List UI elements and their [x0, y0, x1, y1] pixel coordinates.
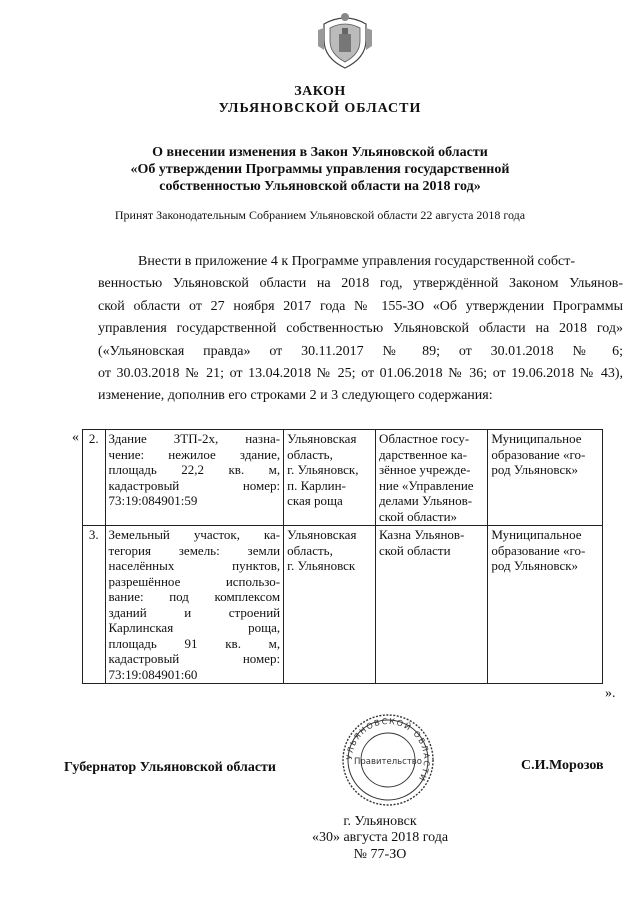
subject-line: «Об утверждении Программы управления государственной	[130, 162, 510, 177]
cell-line: Ульяновская	[287, 527, 357, 542]
adoption-note: Принят Законодательным Собранием Ульяновской области 22 августа 2018 года	[114, 208, 526, 222]
table-cell-c1	[105, 526, 284, 684]
cell-line: Областное госу-	[378, 431, 470, 446]
paragraph-line: Внести в приложение 4 к Программе управления государственной собст-	[138, 254, 576, 269]
cell-line: ской области	[378, 542, 451, 558]
cell-line: Карлинская роща,	[108, 620, 281, 635]
table-cell-c3	[375, 526, 487, 684]
cell-line: образование «го-	[491, 446, 586, 462]
table-cell-c4	[488, 526, 603, 684]
law-number: № 77-ЗО	[353, 847, 407, 862]
closing-quote: ».	[605, 686, 616, 701]
cell-line: дарственное ка-	[378, 446, 467, 462]
cell-line: Здание ЗТП-2х, назна-	[108, 431, 281, 446]
cell-line: кадастровый номер:	[108, 651, 281, 666]
paragraph-line: венностью Ульяновской области на 2018 год, утверждённой Законом Ульянов-	[98, 276, 623, 292]
date: «30» августа 2018 года	[311, 830, 449, 845]
cell-line: Муниципальное	[491, 431, 582, 446]
main-paragraph	[98, 251, 623, 408]
table-row	[83, 526, 603, 684]
cell-line: Муниципальное	[491, 527, 582, 542]
table-cell-c4	[488, 430, 603, 526]
cell-line: Казна Ульянов-	[378, 527, 465, 542]
cell-line: чение: нежилое здание,	[108, 446, 281, 462]
cell-line: 73:19:084901:59	[108, 493, 198, 508]
paragraph-line: ской области от 27 ноября 2017 года № 155-ЗО «Об утверждении Программы	[98, 298, 623, 314]
cell-line: область,	[287, 446, 333, 462]
cell-line: образование «го-	[491, 542, 586, 558]
cell-line: п. Карлин-	[287, 477, 346, 493]
cell-line: род Ульяновск»	[491, 558, 579, 573]
paragraph-line: от 30.03.2018 № 21; от 13.04.2018 № 25; от 01.06.2018 № 36; от 19.06.2018 № 43),	[98, 366, 623, 382]
cell-line: тегория земель: земли	[108, 542, 281, 558]
cell-line: делами Ульянов-	[378, 493, 473, 508]
cell-line: область,	[287, 542, 333, 558]
governor-title: Губернатор Ульяновской области	[64, 760, 276, 775]
cell-line: г. Ульяновск	[287, 558, 356, 573]
table-cell-c3	[375, 430, 487, 526]
cell-line: ние «Управление	[378, 477, 474, 493]
cell-line: площадь 22,2 кв. м,	[108, 462, 281, 477]
official-seal-icon	[340, 712, 436, 808]
cell-line: площадь 91 кв. м,	[108, 635, 281, 651]
cell-line: Земельный участок, ка-	[108, 527, 281, 542]
cell-line: вание: под комплексом	[108, 589, 281, 604]
seal-ring-text: УЛЬЯНОВСКОЙ ОБЛАСТИ	[344, 716, 432, 784]
cell-line: зданий и строений	[108, 604, 281, 620]
cell-line: Ульяновская	[287, 431, 357, 446]
paragraph-line: управления государственной собственностью Ульяновской области на 2018 год»	[98, 321, 623, 337]
coat-of-arms-icon	[316, 10, 374, 70]
cell-line: кадастровый номер:	[108, 477, 281, 493]
cell-line: зённое учрежде-	[378, 462, 471, 477]
subject-line: собственностью Ульяновской области на 2018 год»	[159, 179, 481, 194]
seal-center-text: Правительство	[354, 757, 422, 767]
table-cell-c2	[284, 430, 376, 526]
table-cell-c1	[105, 430, 284, 526]
row-number: 3.	[83, 526, 106, 684]
subject-line: О внесении изменения в Закон Ульяновской области	[152, 145, 488, 160]
table-row	[83, 430, 603, 526]
property-table	[82, 429, 603, 684]
law-subject	[0, 144, 640, 195]
law-title: ЗАКОН	[294, 84, 346, 99]
place: г. Ульяновск	[343, 814, 417, 829]
cell-line: род Ульяновск»	[491, 462, 579, 477]
paragraph-line: изменение, дополнив его строками 2 и 3 следующего содержания:	[98, 388, 493, 404]
paragraph-line: («Ульяновская правда» от 30.11.2017 № 89; от 30.01.2018 № 6;	[98, 343, 623, 359]
cell-line: разрешённое использо-	[108, 573, 281, 589]
opening-quote: «	[72, 430, 79, 445]
region-title: УЛЬЯНОВСКОЙ ОБЛАСТИ	[218, 101, 422, 116]
table-cell-c2	[284, 526, 376, 684]
cell-line: г. Ульяновск,	[287, 462, 359, 477]
cell-line: ская роща	[287, 493, 343, 508]
cell-line: населённых пунктов,	[108, 558, 281, 573]
row-number: 2.	[83, 430, 106, 526]
cell-line: 73:19:084901:60	[108, 666, 198, 682]
cell-line: ской области»	[378, 508, 458, 524]
signature-name: С.И.Морозов	[521, 758, 604, 773]
